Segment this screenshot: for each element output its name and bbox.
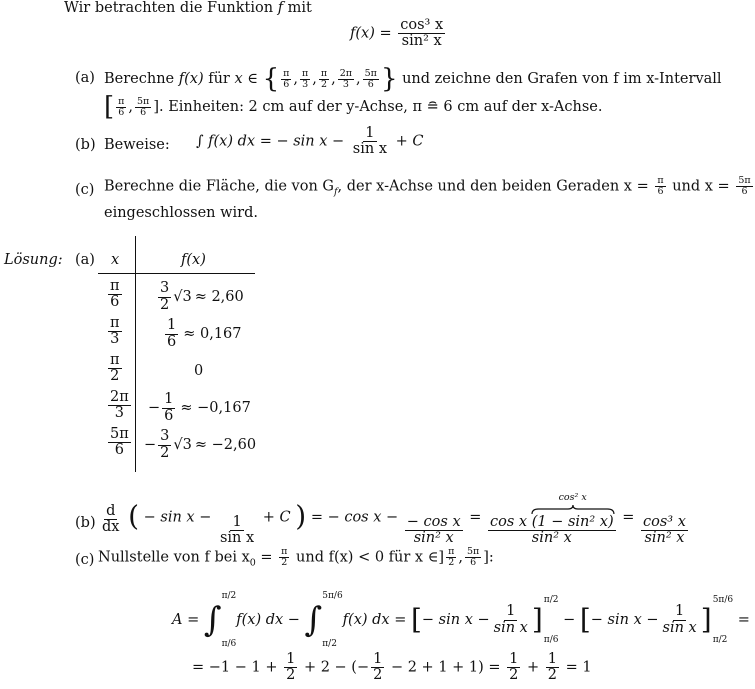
task-a-label: (a) <box>75 70 95 86</box>
row-fx-value: 0 <box>194 363 204 379</box>
row-x <box>108 279 122 310</box>
task-c-label: (c) <box>75 182 95 198</box>
task-c-x1 <box>655 176 665 197</box>
row-x-num: 5π <box>110 426 129 442</box>
solution-c-line1: Nullstelle von f bei $x_0$ = $\frac{\pi}{2}$ und f(x) < 0 für x ∈] $\frac{\pi}{2}$ , $\frac{5\pi}{6}$ ]: <box>98 546 494 569</box>
bracket1-frac <box>492 604 530 635</box>
interval-close: ]. <box>153 99 164 115</box>
frac4-den: sin² x <box>644 529 685 546</box>
deriv-d: d <box>106 503 116 519</box>
frac3-den: sin² x <box>531 529 572 546</box>
set-element-num: π <box>283 67 290 79</box>
row-fx-value: ≈ 0,167 <box>183 326 242 342</box>
overbrace-icon <box>532 505 614 514</box>
c-x0: 0 <box>249 557 256 569</box>
row-fx-value: ≈ −2,60 <box>194 437 257 453</box>
frac3-num-a: cos x <box>490 513 528 530</box>
bracket2-den: sin x <box>662 619 697 636</box>
half-4-num: 1 <box>547 651 558 667</box>
interval-b <box>135 97 151 118</box>
function-numerator: cos³ x <box>400 17 444 33</box>
solution-b-label: (b) <box>75 515 96 531</box>
c-text1: Nullstelle von f bei x <box>98 549 250 566</box>
interval-open: [ <box>104 92 115 122</box>
task-b-fden: sin x <box>352 141 388 158</box>
row-fx-fraction <box>158 281 171 312</box>
row-fx-value: ≈ 2,60 <box>194 289 244 305</box>
task-b-tail: + C <box>395 133 424 150</box>
half-1 <box>284 652 297 683</box>
function-fraction <box>398 18 445 49</box>
c-iv-b-den: 6 <box>470 556 477 568</box>
result-plus: + <box>527 659 540 676</box>
c-text2: = <box>260 549 273 566</box>
row-fx-fraction <box>162 392 175 423</box>
i1-upper: π/2 <box>221 591 237 601</box>
half-4-den: 2 <box>547 667 558 684</box>
row-x-num: 2π <box>110 389 129 405</box>
task-b-fnum: 1 <box>365 125 375 141</box>
bracket2-expr: − sin x − <box>590 612 659 628</box>
half-3 <box>507 652 520 683</box>
table-hline <box>98 273 255 274</box>
bracket-minus: − <box>563 612 576 628</box>
row-fx <box>191 353 203 389</box>
task-a-in: ∈ <box>247 71 258 87</box>
row-fx-root: √3 <box>173 289 192 305</box>
row-fx <box>148 390 251 426</box>
task-a-post: und zeichne den Grafen von f im x-Intervall <box>402 71 722 87</box>
frac2 <box>405 515 463 546</box>
c-text4: ]: <box>483 549 494 566</box>
intro-suffix: mit <box>287 0 312 16</box>
task-b-integral: ∫ f(x) dx = − sin x − <box>196 133 345 150</box>
eq1: = − cos x − <box>310 509 399 526</box>
bracket1-open: [ <box>410 603 422 636</box>
eq3: = <box>622 509 635 526</box>
table-row <box>98 427 258 463</box>
b2-upper: 5π/6 <box>712 595 734 605</box>
paren-close: ) <box>295 499 307 533</box>
table-row <box>98 390 258 426</box>
set-element-den: 3 <box>302 78 309 90</box>
task-a-line2: [ $\frac{\pi}{6}$ , $\frac{5\pi}{6}$ ]. Einheiten: 2 cm auf der y-Achse, π ≘ 6 cm auf der x-Achse. <box>104 92 603 122</box>
frac2-num: − cos x <box>406 513 461 530</box>
bracket2-open: [ <box>579 603 591 636</box>
integral-1-icon: ∫ <box>203 600 222 640</box>
row-fx <box>163 316 242 352</box>
row-fx-den: 6 <box>167 333 177 350</box>
c-x0v-num: π <box>281 546 288 557</box>
i1-lower: π/6 <box>221 639 237 649</box>
task-a-line1 <box>104 64 722 94</box>
intro-text: Wir betrachten die Funktion <box>64 0 274 16</box>
task-b-fraction <box>351 126 389 157</box>
set-element-num: π <box>320 67 328 79</box>
half-2-num: 1 <box>373 651 383 667</box>
table-header-x: x <box>111 252 120 268</box>
set-element <box>319 69 329 90</box>
row-x <box>108 390 131 421</box>
integral-1 <box>204 591 236 649</box>
c-iv-b <box>465 547 481 568</box>
c-x0v <box>279 547 289 568</box>
row-x-num: π <box>110 352 120 368</box>
frac2-den: sin² x <box>413 529 454 546</box>
eq2: = <box>469 509 482 526</box>
b2-lower: π/2 <box>712 635 728 645</box>
frac3 <box>488 491 616 546</box>
inner-num: 1 <box>232 513 242 530</box>
frac3-num <box>488 491 616 531</box>
task-c-x2-num: 5π <box>738 175 751 186</box>
value-table <box>98 236 258 472</box>
set-element <box>363 69 379 90</box>
intro-line <box>64 0 312 16</box>
c-x0v-den: 2 <box>281 556 288 568</box>
row-fx-num: 3 <box>160 428 170 445</box>
result-final: = 1 <box>565 659 592 676</box>
bracket2-frac <box>661 604 699 635</box>
row-fx-num: 3 <box>160 280 170 297</box>
i2-upper: 5π/6 <box>322 591 343 601</box>
b1-lower: π/6 <box>543 635 559 645</box>
inner-expr: − sin x − <box>143 509 212 526</box>
i2-lower: π/2 <box>322 639 337 649</box>
interval-b-num: 5π <box>137 95 150 107</box>
half-3-num: 1 <box>509 651 519 667</box>
row-x-den: 6 <box>110 294 120 311</box>
inner-den: sin x <box>219 529 255 546</box>
task-c-line2: eingeschlossen wird. <box>104 205 258 221</box>
table-row <box>98 353 258 389</box>
task-b-formula <box>196 126 423 157</box>
overbrace-label: cos² x <box>558 491 587 503</box>
task-c-text-b: , der x-Achse und den beiden Geraden x = <box>337 178 649 195</box>
intro-var: f <box>277 0 284 16</box>
row-x-den: 2 <box>110 368 120 385</box>
task-c-sub: f <box>334 186 338 198</box>
half-3-den: 2 <box>509 667 519 684</box>
half-1-den: 2 <box>286 667 296 684</box>
row-fx-den: 6 <box>164 407 174 424</box>
set-element <box>338 69 354 90</box>
integral-2 <box>305 591 343 649</box>
function-denominator: sin² x <box>401 33 442 50</box>
task-a-units: Einheiten: 2 cm auf der y-Achse, π ≘ 6 cm auf der x-Achse. <box>168 99 603 115</box>
i2-body: f(x) dx = <box>342 612 407 628</box>
interval-a <box>116 97 126 118</box>
set-element-num: π <box>302 67 309 79</box>
row-fx-fraction <box>158 429 171 460</box>
row-fx-num: 1 <box>167 317 177 334</box>
i1-body: f(x) dx − <box>236 612 300 628</box>
half-1-num: 1 <box>286 651 296 667</box>
interval-a-den: 6 <box>118 106 125 118</box>
row-x <box>108 427 131 458</box>
set-open-brace: { <box>262 64 280 94</box>
row-fx-value: ≈ −0,167 <box>180 400 251 416</box>
set-element-den: 6 <box>367 78 374 90</box>
task-c-x2 <box>736 176 752 197</box>
task-c-text: Berechne die Fläche, die von G <box>104 178 335 195</box>
row-x <box>108 316 122 347</box>
b1-upper: π/2 <box>543 595 559 605</box>
row-fx-den: 2 <box>160 444 170 461</box>
task-b-text: Beweise: <box>104 137 170 153</box>
paren-open: ( <box>128 499 140 533</box>
interval-b-den: 6 <box>140 106 147 118</box>
set-element-num: 2π <box>339 67 353 79</box>
row-x <box>108 353 122 384</box>
c-iv-a-den: 2 <box>448 556 455 568</box>
derivative-operator <box>100 504 121 535</box>
row-fx-sign: − <box>144 437 157 453</box>
set-element <box>281 69 291 90</box>
half-2 <box>371 652 384 683</box>
task-c-x1-num: π <box>657 175 664 186</box>
set-element-den: 2 <box>320 78 328 90</box>
table-row <box>98 316 258 352</box>
interval-a-num: π <box>118 95 125 107</box>
row-fx-root: √3 <box>173 437 192 453</box>
result-mid: + 2 − (− <box>303 659 370 676</box>
area-eq: = <box>737 612 750 628</box>
row-x-num: π <box>110 315 120 331</box>
c-iv-a-num: π <box>448 546 455 557</box>
function-definition <box>350 18 447 49</box>
c-iv-b-num: 5π <box>466 546 480 557</box>
task-a-fx: f(x) <box>178 71 204 87</box>
area-formula <box>172 587 750 653</box>
bracket2-num: 1 <box>675 603 685 620</box>
integral-2-icon: ∫ <box>304 600 323 640</box>
set-element-den: 3 <box>342 78 349 90</box>
c-iv-a <box>446 547 456 568</box>
overbrace-group <box>531 491 614 530</box>
bracket2-close: ] <box>700 603 712 636</box>
set-element <box>300 69 310 90</box>
inner-fraction <box>218 515 256 546</box>
half-4 <box>546 652 559 683</box>
inner-tail: + C <box>262 509 291 526</box>
row-fx <box>144 427 256 463</box>
frac4 <box>641 515 688 546</box>
row-fx-sign: − <box>148 400 161 416</box>
row-x-den: 3 <box>114 405 124 422</box>
frac3-num-b: (1 − sin² x) <box>531 513 614 530</box>
deriv-dx: dx <box>102 519 120 536</box>
task-c-line1 <box>104 176 755 197</box>
row-fx-num: 1 <box>164 391 174 408</box>
row-x-den: 6 <box>114 442 124 459</box>
result-mid2: − 2 + 1 + 1) = <box>390 659 501 676</box>
row-fx-den: 2 <box>160 296 170 313</box>
solution-b-formula <box>98 480 690 546</box>
task-c-x2-den: 6 <box>741 185 748 197</box>
task-a-x: x <box>234 71 243 87</box>
row-fx <box>156 279 244 315</box>
row-fx-fraction <box>165 318 178 349</box>
task-a-fuer: für <box>208 71 230 87</box>
table-header-fx: f(x) <box>181 252 206 268</box>
task-a-set: $\frac{\pi}{6}$ , $\frac{\pi}{3}$ , $\frac{\pi}{2}$ , $\frac{2\pi}{3}$ , $\frac{5\pi}{6}$ <box>283 67 377 90</box>
task-b-label: (b) <box>75 137 96 153</box>
bracket1-num: 1 <box>506 603 516 620</box>
function-lhs: f(x) = <box>350 25 392 42</box>
solution-a-label: (a) <box>75 252 95 268</box>
task-a-pre: Berechne <box>104 71 175 87</box>
c-text3: und f(x) < 0 für x ∈] <box>296 549 445 566</box>
bracket1-expr: − sin x − <box>421 612 490 628</box>
frac4-num: cos³ x <box>643 513 686 530</box>
half-2-den: 2 <box>373 667 383 684</box>
result-pre: = −1 − 1 + <box>192 659 278 676</box>
set-close-brace: } <box>380 64 398 94</box>
task-c-x1-den: 6 <box>657 185 664 197</box>
table-row <box>98 279 258 315</box>
bracket1-close: ] <box>531 603 543 636</box>
set-element-den: 6 <box>283 78 290 90</box>
solution-c-label: (c) <box>75 552 95 568</box>
set-element-num: 5π <box>364 67 377 79</box>
row-x-den: 3 <box>110 331 120 348</box>
row-x-num: π <box>110 278 120 294</box>
bracket1-den: sin x <box>493 619 528 636</box>
area-result <box>192 652 592 683</box>
area-A: A = <box>172 612 200 628</box>
solution-label: Lösung: <box>4 252 63 268</box>
task-c-und: und x = <box>672 178 730 195</box>
